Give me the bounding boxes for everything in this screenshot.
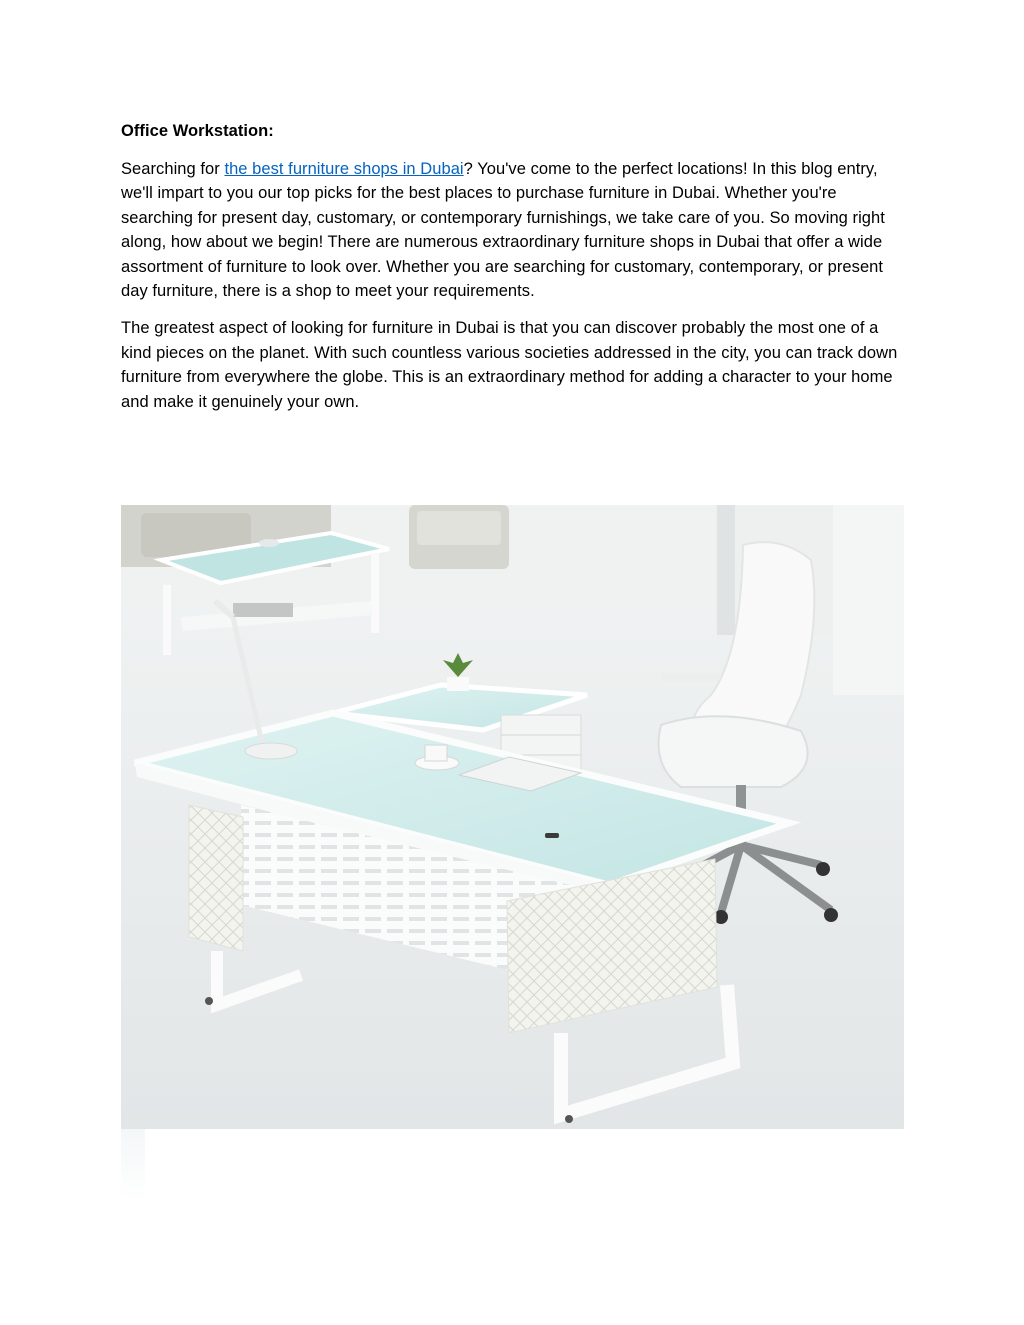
document-body xyxy=(121,119,906,427)
intro-text-before-link: Searching for xyxy=(121,160,225,178)
image-fade-strip xyxy=(121,1129,145,1201)
section-heading: Office Workstation: xyxy=(121,122,274,140)
office-desk-photo xyxy=(121,505,904,1129)
intro-text-after-link: ? You've come to the perfect locations! In this blog entry, we'll impart to you our top picks for the best places to purchase furniture in Dubai. Whether you're searching for present day, customary, or contemporary furnishings, we take care of you. So moving right along, how about we begin! There are numerous extraordinary furniture shops in Dubai that offer a wide assortment of furniture to look over. Whether you are searching for customary, contemporary, or present day furniture, there is a shop to meet your requirements. xyxy=(121,160,885,301)
office-desk-illustration xyxy=(121,505,904,1129)
armchair xyxy=(409,505,509,569)
paragraph-intro xyxy=(121,157,906,303)
paragraph-dubai-furniture: The greatest aspect of looking for furniture in Dubai is that you can discover probably the most one of a kind pieces on the planet. With such countless various societies addressed in the city, you can track down furniture from everywhere the globe. This is an extraordinary method for adding a character to your home and make it genuinely your own. xyxy=(121,319,898,411)
furniture-shops-link[interactable]: the best furniture shops in Dubai xyxy=(224,160,464,178)
